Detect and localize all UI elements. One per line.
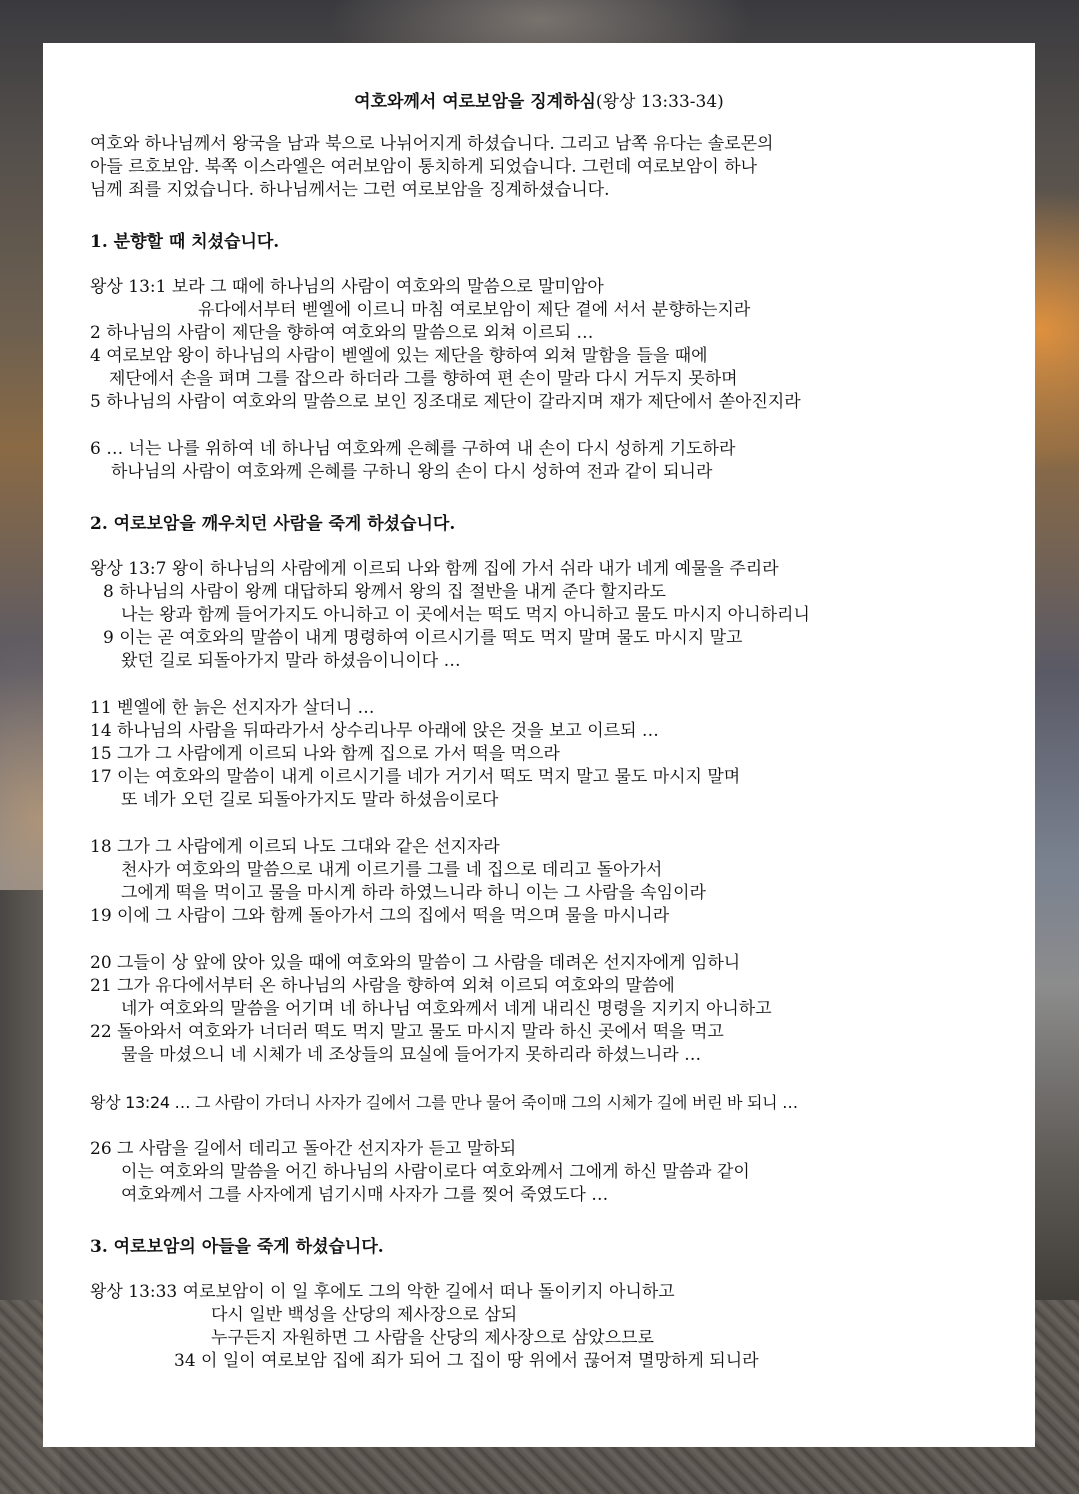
verse-line: 물을 마셨으니 네 시체가 네 조상들의 묘실에 들어가지 못하리라 하셨느니라 … <box>121 1045 702 1065</box>
section-heading-2: 2. 여로보암을 깨우치던 사람을 죽게 하셨습니다. <box>90 514 456 534</box>
verse-line: 20 그들이 상 앞에 앉아 있을 때에 여호와의 말씀이 그 사람을 데려온 선지자에게 임하니 <box>90 953 741 973</box>
verse-line: 네가 여호와의 말씀을 어기며 네 하나님 여호와께서 네게 내리신 명령을 지키지 아니하고 <box>121 999 772 1019</box>
verse-line: 유다에서부터 벧엘에 이르니 마침 여로보암이 제단 곁에 서서 분향하는지라 <box>198 300 751 320</box>
spacer <box>90 1114 1035 1138</box>
verse-line: 왕상 13:33 여로보암이 이 일 후에도 그의 악한 길에서 떠나 돌이키지 아니하고 <box>90 1282 675 1302</box>
verse-line: 21 그가 유다에서부터 온 하나님의 사람을 향하여 외쳐 이르되 여호와의 말씀에 <box>90 976 675 996</box>
verse-line: 왕상 13:7 왕이 하나님의 사람에게 이르되 나와 함께 집에 가서 쉬라 내가 네게 예물을 주리라 <box>90 559 779 579</box>
spacer <box>90 673 1035 697</box>
verse-line: 여호와께서 그를 사자에게 넘기시매 사자가 그를 찢어 죽였도다 … <box>121 1185 609 1205</box>
verse-line: 6 … 너는 나를 위하여 네 하나님 여호와께 은혜를 구하여 내 손이 다시 성하게 기도하라 <box>90 439 736 459</box>
spacer <box>90 928 1035 952</box>
section-1-verses <box>90 276 1035 484</box>
verse-line: 34 이 일이 여로보암 집에 죄가 되어 그 집이 땅 위에서 끊어져 멸망하게 되니라 <box>174 1351 759 1371</box>
section-heading-3: 3. 여로보암의 아들을 죽게 하셨습니다. <box>90 1237 384 1257</box>
spacer <box>90 414 1035 438</box>
verse-line: 14 하나님의 사람을 뒤따라가서 상수리나무 아래에 앉은 것을 보고 이르되 … <box>90 721 659 741</box>
verse-line: 이는 여호와의 말씀을 어긴 하나님의 사람이로다 여호와께서 그에게 하신 말씀과 같이 <box>121 1162 750 1182</box>
verse-line: 17 이는 여호와의 말씀이 내게 이르시기를 네가 거기서 떡도 먹지 말고 물도 마시지 말며 <box>90 767 741 787</box>
page-title <box>90 89 988 115</box>
verse-line: 그에게 떡을 먹이고 물을 마시게 하라 하였느니라 하니 이는 그 사람을 속임이라 <box>121 883 706 903</box>
verse-line: 하나님의 사람이 여호와께 은혜를 구하니 왕의 손이 다시 성하여 전과 같이 되니라 <box>111 462 713 482</box>
section-heading-1: 1. 분향할 때 치셨습니다. <box>90 232 280 252</box>
verse-line: 왕상 13:24 … 그 사람이 가더니 사자가 길에서 그를 만나 물어 죽이매 그의 시체가 길에 버린 바 되니 … <box>90 1093 798 1112</box>
verse-line: 천사가 여호와의 말씀으로 내게 이르기를 그를 네 집으로 데리고 돌아가서 <box>121 860 663 880</box>
section-3-verses <box>90 1281 1035 1373</box>
verse-line: 9 이는 곧 여호와의 말씀이 내게 명령하여 이르시기를 떡도 먹지 말며 물도 마시지 말고 <box>103 628 743 648</box>
title-ref: (왕상 13:33-34) <box>595 92 724 112</box>
section-2-verses <box>90 558 1035 1207</box>
verse-line: 19 이에 그 사람이 그와 함께 돌아가서 그의 집에서 떡을 먹으며 물을 마시니라 <box>90 906 670 926</box>
title-main: 여호와께서 여로보암을 징계하심 <box>354 92 596 112</box>
verse-line: 2 하나님의 사람이 제단을 향하여 여호와의 말씀으로 외쳐 이르되 … <box>90 323 594 343</box>
intro-line: 아들 르호보암. 북쪽 이스라엘은 여러보암이 통치하게 되었습니다. 그런데 여로보암이 하나 <box>90 157 758 177</box>
intro-line: 님께 죄를 지었습니다. 하나님께서는 그런 여로보암을 징계하셨습니다. <box>90 180 610 200</box>
verse-line: 왔던 길로 되돌아가지 말라 하셨음이니이다 … <box>121 651 461 671</box>
verse-line: 나는 왕과 함께 들어가지도 아니하고 이 곳에서는 떡도 먹지 아니하고 물도 마시지 아니하리니 <box>121 605 810 625</box>
verse-line: 26 그 사람을 길에서 데리고 돌아간 선지자가 듣고 말하되 <box>90 1139 517 1159</box>
verse-line: 누구든지 자원하면 그 사람을 산당의 제사장으로 삼았으므로 <box>211 1328 654 1348</box>
verse-line: 15 그가 그 사람에게 이르되 나와 함께 집으로 가서 떡을 먹으라 <box>90 744 560 764</box>
verse-line: 제단에서 손을 펴며 그를 잡으라 하더라 그를 향하여 편 손이 말라 다시 거두지 못하며 <box>109 369 738 389</box>
verse-line: 4 여로보암 왕이 하나님의 사람이 벧엘에 있는 제단을 향하여 외쳐 말함을 들을 때에 <box>90 346 708 366</box>
verse-line: 왕상 13:1 보라 그 때에 하나님의 사람이 여호와의 말씀으로 말미암아 <box>90 277 604 297</box>
verse-line: 22 돌아와서 여호와가 너더러 떡도 먹지 말고 물도 마시지 말라 하신 곳에서 떡을 먹고 <box>90 1022 724 1042</box>
spacer <box>90 812 1035 836</box>
intro-line: 여호와 하나님께서 왕국을 남과 북으로 나뉘어지게 하셨습니다. 그리고 남쪽 유다는 솔로몬의 <box>90 134 774 154</box>
verse-line: 다시 일반 백성을 산당의 제사장으로 삼되 <box>211 1305 518 1325</box>
verse-line: 11 벧엘에 한 늙은 선지자가 살더니 … <box>90 698 375 718</box>
verse-line: 5 하나님의 사람이 여호와의 말씀으로 보인 징조대로 제단이 갈라지며 재가 제단에서 쏟아진지라 <box>90 392 801 412</box>
intro-paragraph <box>90 133 995 202</box>
verse-line: 18 그가 그 사람에게 이르되 나도 그대와 같은 선지자라 <box>90 837 500 857</box>
verse-line: 8 하나님의 사람이 왕께 대답하되 왕께서 왕의 집 절반을 내게 준다 할지라도 <box>103 582 666 602</box>
document-page <box>43 43 1035 1447</box>
spacer <box>90 1067 1035 1091</box>
verse-line: 또 네가 오던 길로 되돌아가지도 말라 하셨음이로다 <box>121 790 499 810</box>
